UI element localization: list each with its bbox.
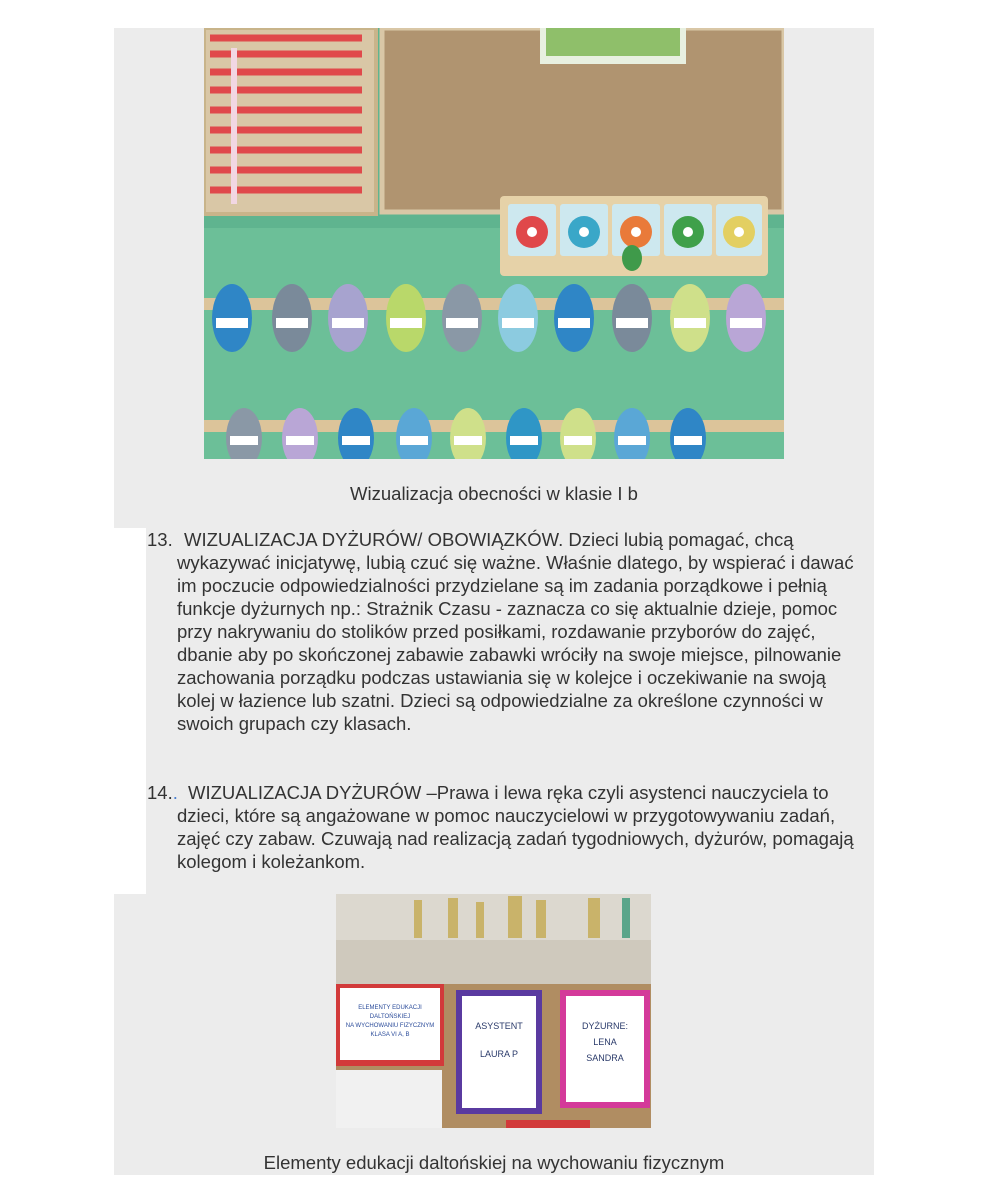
list-dot: .	[172, 782, 178, 803]
figure-caption-attendance: Wizualizacja obecności w klasie I b	[350, 483, 638, 504]
pe-posters-photo	[336, 894, 651, 1128]
list-item-text: WIZUALIZACJA DYŻURÓW/ OBOWIĄZKÓW. Dzieci lubią pomagać, chcą wykazywać inicjatywę, lubią czuć się ważne. Właśnie dlatego, by wspierać i dawać im poczucie odpowiedzialności przydzielane są im zadania porządkowe i pełnią funkcje dyżurnych np.: Strażnik Czasu - zaznacza co się aktualnie dzieje, pomoc przy nakrywaniu do stolików przed posiłkami, rozdawanie przyborów do zajęć, dbanie aby po skończonej zabawie zabawki wróciły na swoje miejsce, pilnowanie zachowania porządku podczas ustawiania się w kolejce i oczekiwanie na swoją kolej w łazience lub szatni. Dzieci są odpowiedzialne za określone czynności w swoich grupach czy klasach.	[177, 529, 854, 734]
poster-asystent: ASYSTENT LAURA P	[475, 1021, 523, 1059]
list-number: 13.	[147, 529, 173, 550]
poster-elementy: ELEMENTY EDUKACJI DALTOŃSKIEJ NA WYCHOWANIU FIZYCZNYM KLASA VI A, B	[345, 1005, 435, 1038]
list-item-text: WIZUALIZACJA DYŻURÓW –Prawa i lewa ręka czyli asystenci nauczyciela to dzieci, które są angażowane w pomoc nauczycielowi w przygotowywaniu zadań, zajęć czy zabaw. Czuwają nad realizacją zadań tygodniowych, dyżurów, pomagają kolegom i koleżankom.	[177, 782, 854, 872]
list-item-14	[147, 781, 869, 873]
figure-caption-pe: Elementy edukacji daltońskiej na wychowaniu fizycznym	[263, 1152, 725, 1173]
poster-dyzurne: DYŻURNE: LENA SANDRA	[581, 1021, 628, 1063]
list-number: 14..	[147, 782, 178, 803]
list-item-13	[147, 528, 869, 735]
attendance-board-photo	[204, 28, 784, 459]
